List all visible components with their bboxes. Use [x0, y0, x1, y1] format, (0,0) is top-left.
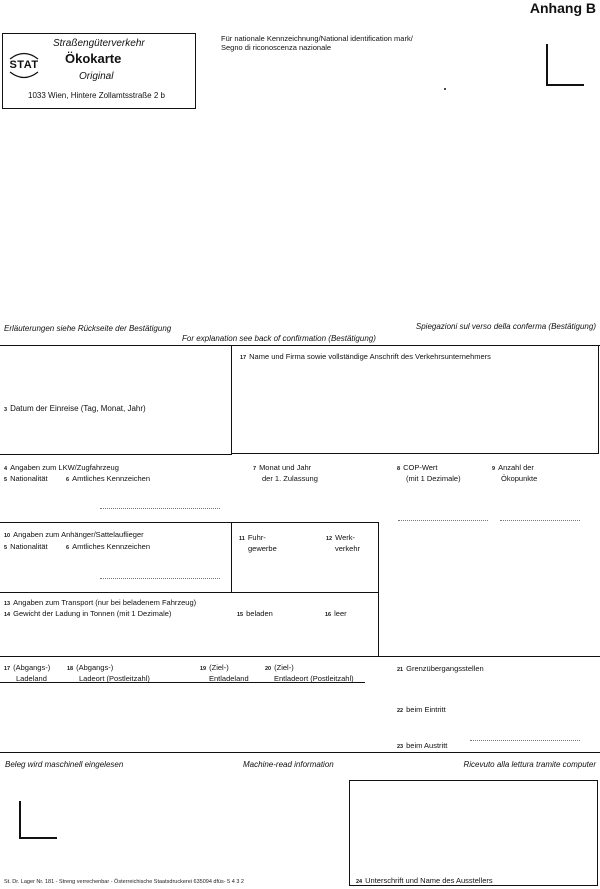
truck-dots-1: [100, 508, 220, 509]
field-text: Angaben zum Anhänger/Sattelauflieger: [13, 530, 144, 539]
corner-mark-top: [546, 44, 584, 86]
field-text: beladen: [246, 609, 273, 618]
field-number: 9: [492, 466, 496, 472]
field-text: (Ziel-): [274, 663, 294, 672]
corner-mark-bottom: [19, 801, 57, 839]
dot-mark: [444, 88, 446, 90]
national-mark-line2: Segno di riconoscenza nazionale: [221, 43, 332, 52]
field-text: Name und Firma sowie vollständige Anschrift des Verkehrsunternehmers: [249, 352, 491, 361]
machine-read-italian: Ricevuto alla lettura tramite computer: [463, 760, 596, 769]
field-number: 7: [253, 466, 257, 472]
field-number: 13: [4, 601, 11, 607]
field-text: beim Eintritt: [406, 705, 446, 714]
field-number: 20: [265, 666, 272, 672]
field-text-2: verkehr: [335, 544, 361, 553]
issuing-office-box: [2, 33, 196, 109]
office-address: 1033 Wien, Hintere Zollamtsstraße 2 b: [28, 91, 165, 100]
signature-box[interactable]: [349, 780, 598, 886]
explanation-italian: Spiegazioni sul verso della conferma (Bestätigung): [415, 322, 596, 331]
vline-231: [231, 522, 232, 592]
field-number: 4: [4, 466, 8, 472]
field-number: 12: [326, 536, 333, 542]
national-mark-line1: Für nationale Kennzeichnung/National identification mark/: [221, 34, 413, 43]
rule-454: [0, 454, 232, 455]
field-loaded: [237, 609, 273, 620]
field-loading-place: [67, 663, 150, 684]
stat-logo-text: STAT: [9, 59, 39, 71]
field-cop-value: [397, 463, 461, 484]
field-text: Nationalität: [10, 474, 48, 483]
rule-522: [0, 522, 378, 523]
field-number: 18: [67, 666, 74, 672]
field-registration-date: [253, 463, 318, 484]
field-empty: [325, 609, 347, 620]
truck-dots-3: [500, 520, 580, 521]
field-trailer-info: [4, 530, 144, 541]
field-number: 5: [4, 545, 8, 551]
field-number: 17: [240, 355, 247, 361]
field-number: 21: [397, 667, 404, 673]
field-text: Angaben zum Transport (nur bei beladenem Fahrzeug): [13, 598, 197, 607]
field-text: Datum der Einreise (Tag, Monat, Jahr): [10, 404, 146, 413]
annex-label: Anhang B: [529, 0, 596, 16]
field-unloading-country: [200, 663, 249, 684]
field-number: 11: [239, 536, 245, 542]
field-text-2: Ladeland: [16, 674, 47, 683]
field-text: Monat und Jahr: [259, 463, 312, 472]
field-number: 17: [4, 666, 11, 672]
field-text: COP-Wert: [403, 463, 438, 472]
truck-dots-2: [398, 520, 488, 521]
field-number: 24: [356, 879, 363, 885]
office-line: Straßengüterverkehr: [53, 38, 145, 49]
field-text: Werk-: [335, 533, 355, 542]
machine-read-german: Beleg wird maschinell eingelesen: [5, 760, 124, 769]
field-border-crossings: [397, 664, 484, 675]
field-text: Nationalität: [10, 542, 48, 551]
field-trailer-nationality: [4, 542, 48, 553]
field-text: Anzahl der: [498, 463, 534, 472]
field-haulage: [239, 533, 277, 554]
field-carrier-label: [240, 352, 491, 363]
exit-dots: [470, 740, 580, 741]
rule-592: [0, 592, 378, 593]
field-text: Unterschrift und Name des Ausstellers: [365, 876, 493, 885]
machine-read-english: Machine-read information: [243, 760, 334, 769]
office-type: Original: [79, 71, 114, 82]
field-text-2: Ladeort (Postleitzahl): [79, 674, 150, 683]
field-loading-country: [4, 663, 50, 684]
field-own-account: [326, 533, 360, 554]
field-truck-plate: [66, 474, 150, 485]
field-number: 15: [237, 612, 244, 618]
field-text: Grenzübergangsstellen: [406, 664, 484, 673]
route-underline: [0, 682, 365, 683]
field-text-2: Entladeort (Postleitzahl): [274, 674, 354, 683]
office-title: Ökokarte: [65, 51, 122, 66]
field-text: Amtliches Kennzeichen: [72, 474, 151, 483]
printer-line: St. Dr. Lager Nr. 181 - Streng verrechenbar - Österreichische Staatsdruckerei 635094 dfüs- 5 4 3 2: [4, 879, 244, 885]
field-load-weight: [4, 609, 171, 620]
explanation-german: Erläuterungen siehe Rückseite der Bestätigung: [4, 324, 172, 333]
field-number: 5: [4, 477, 8, 483]
field-text: Gewicht der Ladung in Tonnen (mit 1 Dezimale): [13, 609, 172, 618]
field-number: 14: [4, 612, 11, 618]
field-number: 6: [66, 545, 70, 551]
field-signature-label: [356, 876, 493, 887]
field-text-2: (mit 1 Dezimale): [406, 474, 461, 483]
field-text: leer: [334, 609, 347, 618]
field-text: (Abgangs-): [13, 663, 51, 672]
stat-logo: [7, 50, 41, 80]
field-text-2: gewerbe: [248, 544, 277, 553]
explanation-english: For explanation see back of confirmation (Bestätigung): [182, 334, 376, 343]
field-text: Fuhr-: [247, 533, 266, 542]
field-truck-info: [4, 463, 119, 474]
field-number: 19: [200, 666, 207, 672]
field-number: 10: [4, 533, 11, 539]
field-number: 16: [325, 612, 332, 618]
field-text: (Ziel-): [209, 663, 229, 672]
field-text-2: der 1. Zulassung: [262, 474, 318, 483]
field-text-2: Entladeland: [209, 674, 249, 683]
field-truck-nationality: [4, 474, 48, 485]
rule-656: [0, 656, 600, 657]
field-number: 8: [397, 466, 401, 472]
field-text: (Abgangs-): [76, 663, 114, 672]
field-eco-points: [492, 463, 537, 484]
field-entry-date: [4, 404, 146, 415]
field-entry-point: [397, 705, 446, 716]
field-text-2: Ökopunkte: [501, 474, 538, 483]
field-text: Amtliches Kennzeichen: [72, 542, 151, 551]
field-text: beim Austritt: [406, 741, 448, 750]
field-number: 6: [66, 477, 70, 483]
field-number: 3: [4, 407, 8, 413]
field-unloading-place: [265, 663, 354, 684]
field-exit-point: [397, 741, 447, 752]
field-trailer-plate: [66, 542, 150, 553]
trailer-dots: [100, 578, 220, 579]
field-number: 23: [397, 744, 404, 750]
field-transport-info: [4, 598, 196, 609]
field-text: Angaben zum LKW/Zugfahrzeug: [10, 463, 119, 472]
field-number: 22: [397, 708, 404, 714]
rule-752: [0, 752, 600, 753]
vline-378: [378, 522, 379, 656]
